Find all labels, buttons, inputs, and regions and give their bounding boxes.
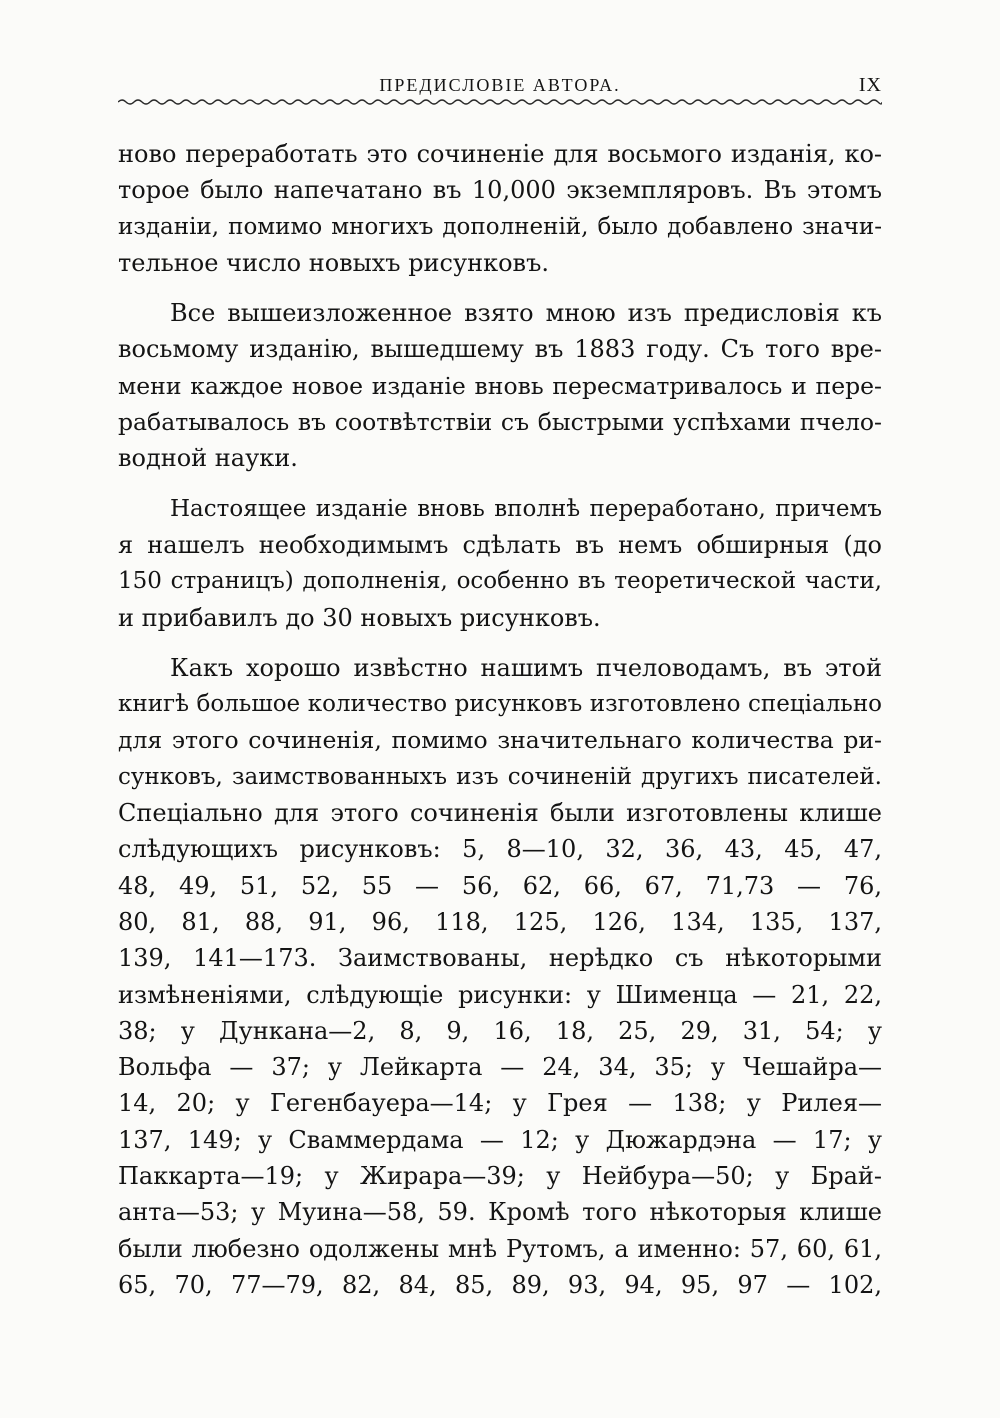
text-line: я нашелъ необходимымъ сдѣлать въ немъ обширныя (до (118, 530, 882, 559)
text-line: Настоящее изданіе вновь вполнѣ переработано, причемъ (170, 495, 882, 522)
paragraph (118, 295, 882, 476)
text-line: 80, 81, 88, 91, 96, 118, 125, 126, 134, 135, 137, (118, 907, 882, 936)
body-text (118, 136, 882, 1303)
text-line: 139, 141—173. Заимствованы, нерѣдко съ нѣкоторыми (118, 944, 882, 973)
page-number: IX (858, 74, 882, 96)
text-line: тельное число новыхъ рисунковъ. (118, 248, 549, 277)
text-line: Какъ хорошо извѣстно нашимъ пчеловодамъ, въ этой (170, 653, 882, 682)
text-line: анта—53; у Муина—58, 59. Кромѣ того нѣкоторыя клише (118, 1198, 882, 1227)
text-line: рабатывалось въ соотвѣтствіи съ быстрыми успѣхами пчело- (118, 408, 882, 437)
text-line: изданіи, помимо многихъ дополненій, было добавлено значи- (118, 213, 882, 240)
text-line: 38; у Дункана—2, 8, 9, 16, 18, 25, 29, 31, 54; у (118, 1016, 882, 1045)
text-line: и прибавилъ до 30 новыхъ рисунковъ. (118, 603, 601, 632)
text-line: 65, 70, 77—79, 82, 84, 85, 89, 93, 94, 95, 97 — 102, (118, 1270, 882, 1299)
text-line: Паккарта—19; у Жирара—39; у Нейбура—50; у Брай- (118, 1162, 882, 1191)
header-rule (118, 98, 882, 106)
text-line: слѣдующихъ рисунковъ: 5, 8—10, 32, 36, 43, 45, 47, (118, 835, 882, 864)
text-line: Вольфа — 37; у Лейкарта — 24, 34, 35; у Чешайра— (118, 1053, 882, 1082)
text-line: 137, 149; у Сваммердама — 12; у Дюжардэна — 17; у (118, 1125, 882, 1154)
text-line: восьмому изданію, вышедшему въ 1883 году. Съ того вре- (118, 335, 882, 364)
text-line: 48, 49, 51, 52, 55 — 56, 62, 66, 67, 71,73 — 76, (118, 871, 882, 900)
text-line: ново переработать это сочиненіе для восьмого изданія, ко- (118, 140, 882, 168)
text-line: мени каждое новое изданіе вновь пересматривалось и пере- (118, 371, 882, 400)
text-line: для этого сочиненія, помимо значительнаго количества ри- (118, 726, 882, 755)
paragraph (118, 491, 882, 636)
text-line: водной науки. (118, 444, 298, 473)
text-line: сунковъ, заимствованныхъ изъ сочиненій другихъ писателей. (118, 763, 882, 790)
text-line: книгѣ большое количество рисунковъ изготовлено спеціально (118, 691, 882, 718)
text-line: Все вышеизложенное взято мною изъ предисловія къ (170, 299, 882, 328)
paragraph (118, 136, 882, 281)
page-header (118, 72, 882, 104)
running-title: ПРЕДИСЛОВІЕ АВТОРА. (379, 75, 621, 95)
paragraph (118, 650, 882, 1303)
text-line: были любезно одолжены мнѣ Рутомъ, а именно: 57, 60, 61, (118, 1234, 882, 1263)
text-line: измѣненіями, слѣдующіе рисунки: у Шименца — 21, 22, (118, 980, 882, 1009)
text-line: Спеціально для этого сочиненія были изготовлены клише (118, 799, 882, 828)
text-line: 150 страницъ) дополненія, особенно въ теоретической части, (118, 568, 882, 595)
text-line: 14, 20; у Гегенбауера—14; у Грея — 138; у Рилея— (118, 1089, 882, 1118)
text-line: торое было напечатано въ 10,000 экземпляровъ. Въ этомъ (118, 176, 882, 205)
